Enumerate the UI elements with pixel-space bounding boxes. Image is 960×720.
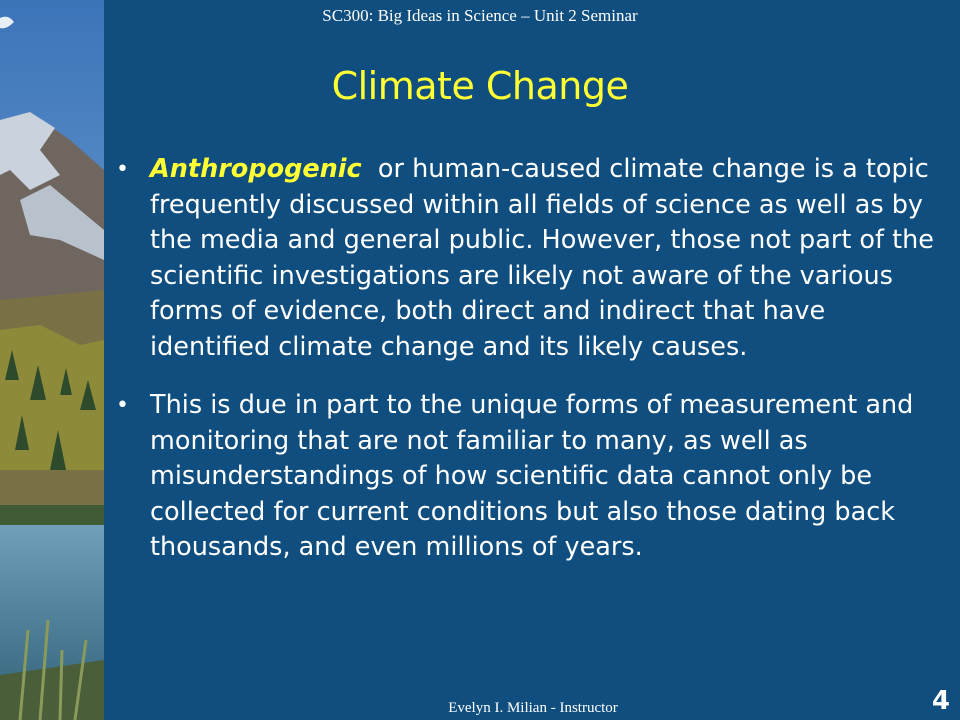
bullet-text: or human-caused climate change is a topic frequently discussed within all fields of science as well as by the media and general public. However, those not part of the scientific investigations are likely not aware of the various forms of evidence, both direct and indirect that have identified climate change and its likely causes. bbox=[150, 154, 943, 362]
bullet-dot-icon: • bbox=[116, 393, 129, 418]
bullet-text: This is due in part to the unique forms of measurement and monitoring that are not familiar to many, as well as misunderstandings of how scientific data cannot only be collected for current conditions but also those dating back thousands, and even millions of years. bbox=[150, 390, 914, 562]
emphasized-term: Anthropogenic bbox=[150, 154, 362, 184]
slide-title: Climate Change bbox=[331, 64, 629, 108]
bullet-item-measurement bbox=[114, 388, 944, 566]
instructor-footer: Evelyn I. Milian - Instructor bbox=[448, 700, 618, 716]
course-header: SC300: Big Ideas in Science – Unit 2 Seminar bbox=[322, 6, 638, 25]
slide-number: 4 bbox=[931, 686, 950, 716]
mountain-lake-photo bbox=[0, 0, 104, 720]
bullet-item-anthropogenic bbox=[114, 152, 944, 365]
bullet-dot-icon: • bbox=[116, 157, 129, 182]
bullet-list bbox=[114, 152, 944, 589]
